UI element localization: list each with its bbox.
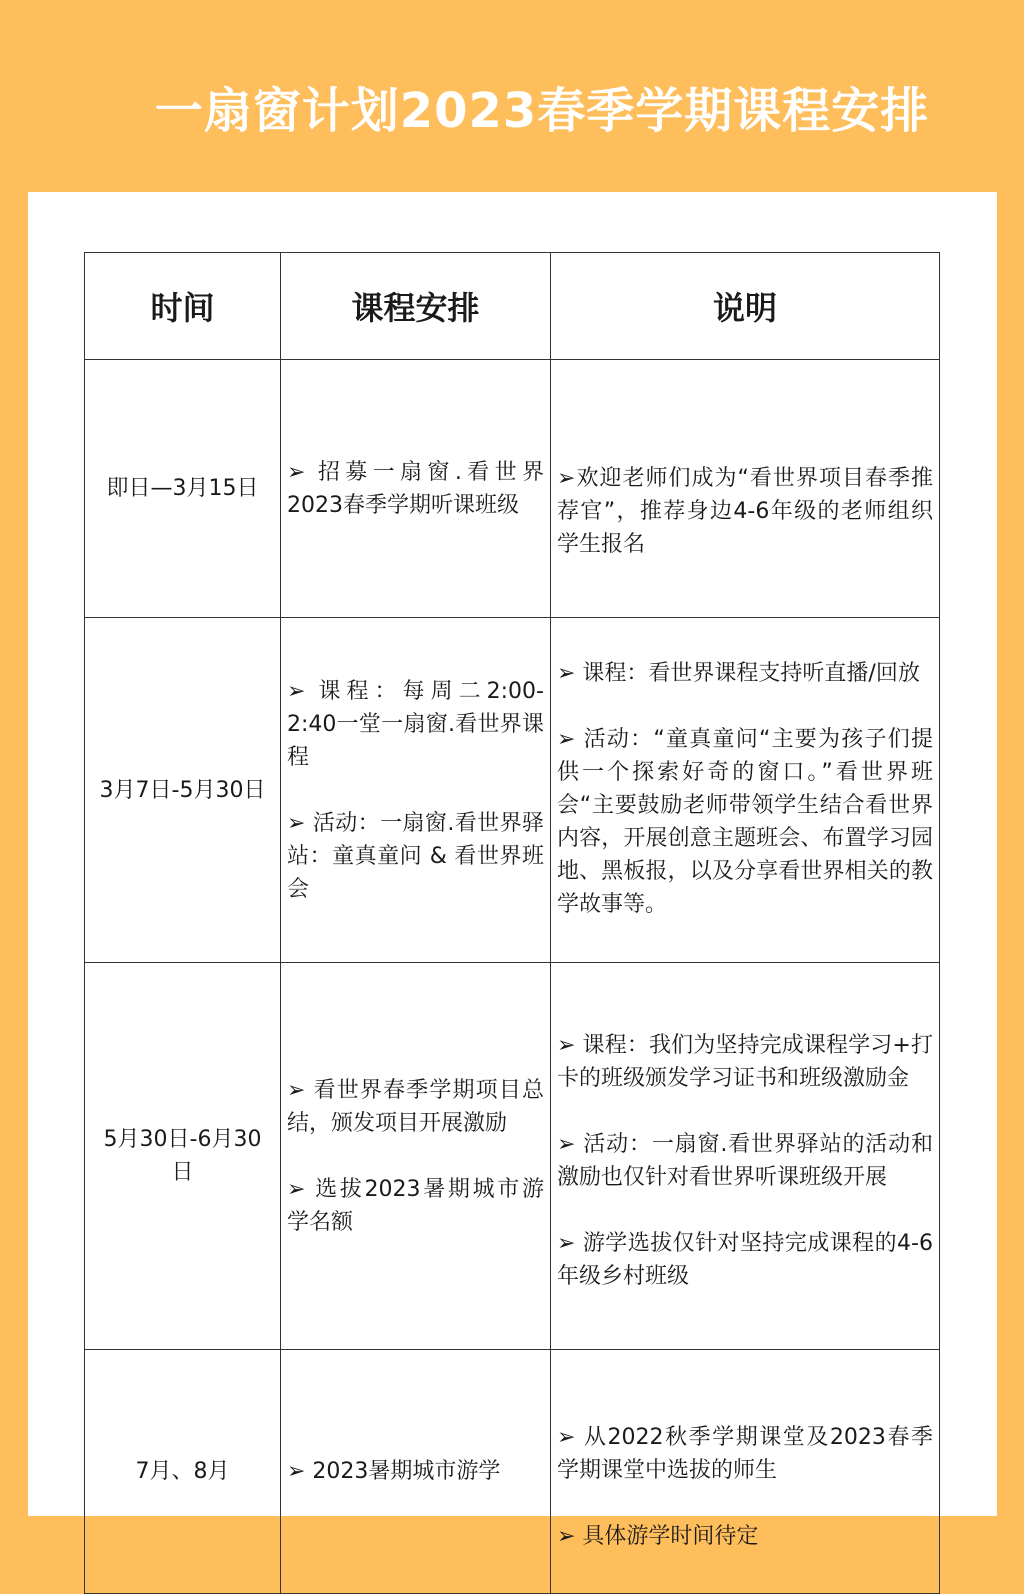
note-item: ➢ 课程：看世界课程支持听直播/回放: [557, 661, 920, 686]
time-cell: 即日—3月15日: [85, 360, 281, 618]
plan-item: ➢ 看世界春季学期项目总结，颁发项目开展激励: [287, 1077, 544, 1136]
plan-cell: [281, 1350, 551, 1594]
time-cell: 5月30日-6月30日: [85, 963, 281, 1350]
note-item: ➢欢迎老师们成为“看世界项目春季推荐官”，推荐身边4-6年级的老师组织学生报名: [557, 466, 933, 557]
time-cell: 7月、8月: [85, 1350, 281, 1594]
plan-item: ➢ 招募一扇窗.看世界2023春季学期听课班级: [287, 459, 544, 518]
plan-cell: [281, 963, 551, 1350]
schedule-table: [84, 252, 940, 1594]
note-item: ➢ 活动：一扇窗.看世界驿站的活动和激励也仅针对看世界听课班级开展: [557, 1132, 933, 1190]
table-row: [85, 1350, 940, 1594]
time-cell: 3月7日-5月30日: [85, 618, 281, 963]
plan-item: ➢ 课程：每周二2:00-2:40一堂一扇窗.看世界课程: [287, 678, 544, 770]
note-item: ➢ 从2022秋季学期课堂及2023春季学期课堂中选拔的师生: [557, 1424, 933, 1483]
table-header-row: [85, 253, 940, 360]
note-item: ➢ 课程：我们为坚持完成课程学习+打卡的班级颁发学习证书和班级激励金: [557, 1033, 933, 1091]
note-cell: [551, 1350, 940, 1594]
plan-item: ➢ 活动：一扇窗.看世界驿站：童真童问 & 看世界班会: [287, 810, 544, 902]
header-note: 说明: [551, 253, 940, 360]
note-item: ➢ 游学选拔仅针对坚持完成课程的4-6年级乡村班级: [557, 1231, 933, 1289]
note-cell: [551, 963, 940, 1350]
note-cell: [551, 360, 940, 618]
plan-cell: [281, 618, 551, 963]
note-item: ➢ 具体游学时间待定: [557, 1523, 759, 1549]
table-row: [85, 360, 940, 618]
header-time: 时间: [85, 253, 281, 360]
table-row: [85, 963, 940, 1350]
note-cell: [551, 618, 940, 963]
note-item: ➢ 活动：“童真童问“主要为孩子们提供一个探索好奇的窗口。”看世界班会“主要鼓励老师带领学生结合看世界内容，开展创意主题班会、布置学习园地、黑板报，以及分享看世界相关的教学故事等。: [557, 727, 933, 917]
header-plan: 课程安排: [281, 253, 551, 360]
content-panel: [28, 192, 997, 1549]
page-title: 一扇窗计划2023春季学期课程安排: [154, 83, 930, 139]
plan-item: ➢ 2023暑期城市游学: [287, 1459, 501, 1484]
plan-item: ➢ 选拔2023暑期城市游学名额: [287, 1176, 544, 1235]
plan-cell: [281, 360, 551, 618]
table-row: [85, 618, 940, 963]
